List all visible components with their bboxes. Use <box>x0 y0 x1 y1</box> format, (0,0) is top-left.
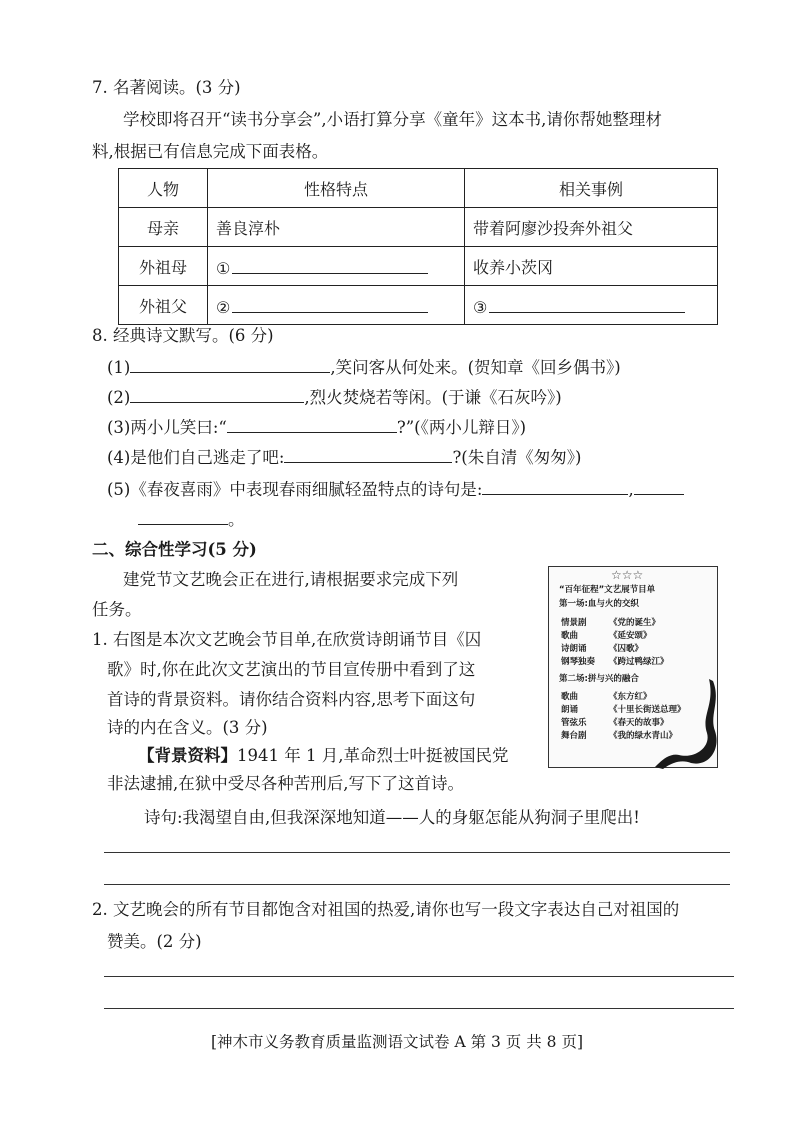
poem-line: 诗句:我渴望自由,但我深深地知道——人的身躯怎能从狗洞子里爬出! <box>144 808 640 827</box>
q7-intro-line2: 料,根据已有信息完成下面表格。 <box>92 142 329 161</box>
section2-intro-line2: 任务。 <box>92 600 142 619</box>
q8-title: 8. 经典诗文默写。(6 分) <box>92 326 274 345</box>
table-cell: 外祖父 <box>119 286 208 325</box>
answer-line[interactable] <box>104 1008 734 1009</box>
q1-line4: 诗的内在含义。(3 分) <box>107 718 268 737</box>
answer-blank[interactable] <box>138 506 228 525</box>
stars-decoration: ☆☆☆ <box>611 568 644 582</box>
section2-title: 二、综合性学习(5 分) <box>92 540 257 559</box>
q7-intro-line1: 学校即将召开“读书分享会”,小语打算分享《童年》这本书,请你帮她整理材 <box>123 110 662 129</box>
answer-blank[interactable] <box>489 294 685 313</box>
program-item: 管弦乐 《春天的故事》 <box>561 718 669 728</box>
poster-title: “百年征程”文艺展节目单 <box>559 585 656 595</box>
answer-blank[interactable] <box>130 354 330 373</box>
table-header: 人物 <box>119 169 208 208</box>
answer-blank[interactable] <box>227 414 397 433</box>
table-cell: 善良淳朴 <box>208 208 465 247</box>
answer-line[interactable] <box>104 976 734 977</box>
table-row <box>119 286 718 325</box>
answer-blank[interactable] <box>232 255 428 274</box>
answer-blank[interactable] <box>232 294 428 313</box>
table-cell-blank[interactable]: ③ <box>465 286 718 325</box>
program-item: 舞台剧 《我的绿水青山》 <box>561 731 678 741</box>
q2-line1: 2. 文艺晚会的所有节目都饱含对祖国的热爱,请你也写一段文字表达自己对祖国的 <box>92 900 680 919</box>
answer-blank[interactable] <box>634 476 684 495</box>
table-cell: 外祖母 <box>119 247 208 286</box>
answer-line[interactable] <box>104 884 730 885</box>
table-cell: 母亲 <box>119 208 208 247</box>
background-info-line2: 非法逮捕,在狱中受尽各种苦刑后,写下了这首诗。 <box>107 774 464 793</box>
poster-part2: 第二场:拼与兴的融合 <box>559 674 639 684</box>
q1-line2: 歌》时,你在此次文艺演出的节目宣传册中看到了这 <box>107 660 476 679</box>
q1-line3: 首诗的背景资料。请你结合资料内容,思考下面这句 <box>107 690 476 709</box>
answer-line[interactable] <box>104 852 730 853</box>
program-item: 朗诵 《十里长街送总理》 <box>561 705 686 715</box>
background-label: 【背景资料】 <box>138 746 237 765</box>
q8-item-2: (2) ,烈火焚烧若等闲。(于谦《石灰吟》) <box>107 384 562 412</box>
table-cell: 收养小茨冈 <box>465 247 718 286</box>
q8-item-5: (5)《春夜喜雨》中表现春雨细腻轻盈特点的诗句是: , <box>107 476 684 504</box>
poster-part1: 第一场:血与火的交织 <box>559 599 639 609</box>
q8-item-3: (3)两小儿笑曰:“ ?”(《两小儿辩日》) <box>107 414 526 442</box>
ribbon-decoration <box>649 675 721 771</box>
background-info-line1: 【背景资料】1941 年 1 月,革命烈士叶挺被国民党 <box>138 746 509 765</box>
q1-line1: 1. 右图是本次文艺晚会节目单,在欣赏诗朗诵节目《囚 <box>92 630 482 649</box>
table-header-row <box>119 169 718 208</box>
program-item: 诗朗诵 《囚歌》 <box>561 644 644 654</box>
program-item: 情景剧 《党的诞生》 <box>561 618 661 628</box>
table-row <box>119 247 718 286</box>
table-cell-blank[interactable]: ② <box>208 286 465 325</box>
q8-item-5-cont: 。 <box>138 506 245 534</box>
q7-title: 7. 名著阅读。(3 分) <box>92 78 241 97</box>
table-header: 性格特点 <box>208 169 465 208</box>
program-poster <box>548 566 718 768</box>
q8-item-4: (4)是他们自己逃走了吧: ?(朱自清《匆匆》) <box>107 444 581 472</box>
character-table <box>118 168 718 325</box>
program-item: 歌曲 《东方红》 <box>561 692 652 702</box>
table-cell-blank[interactable]: ① <box>208 247 465 286</box>
answer-blank[interactable] <box>482 476 628 495</box>
answer-blank[interactable] <box>130 384 304 403</box>
q2-line2: 赞美。(2 分) <box>107 932 202 951</box>
table-cell: 带着阿廖沙投奔外祖父 <box>465 208 718 247</box>
program-item: 钢琴独奏 《跨过鸭绿江》 <box>561 657 669 667</box>
table-row <box>119 208 718 247</box>
section2-intro-line1: 建党节文艺晚会正在进行,请根据要求完成下列 <box>123 570 459 589</box>
program-item: 歌曲 《延安颂》 <box>561 631 652 641</box>
answer-blank[interactable] <box>284 444 452 463</box>
page-footer: [神木市义务教育质量监测语文试卷 A 第 3 页 共 8 页] <box>210 1033 583 1051</box>
q8-item-1: (1) ,笑问客从何处来。(贺知章《回乡偶书》) <box>107 354 621 382</box>
table-header: 相关事例 <box>465 169 718 208</box>
